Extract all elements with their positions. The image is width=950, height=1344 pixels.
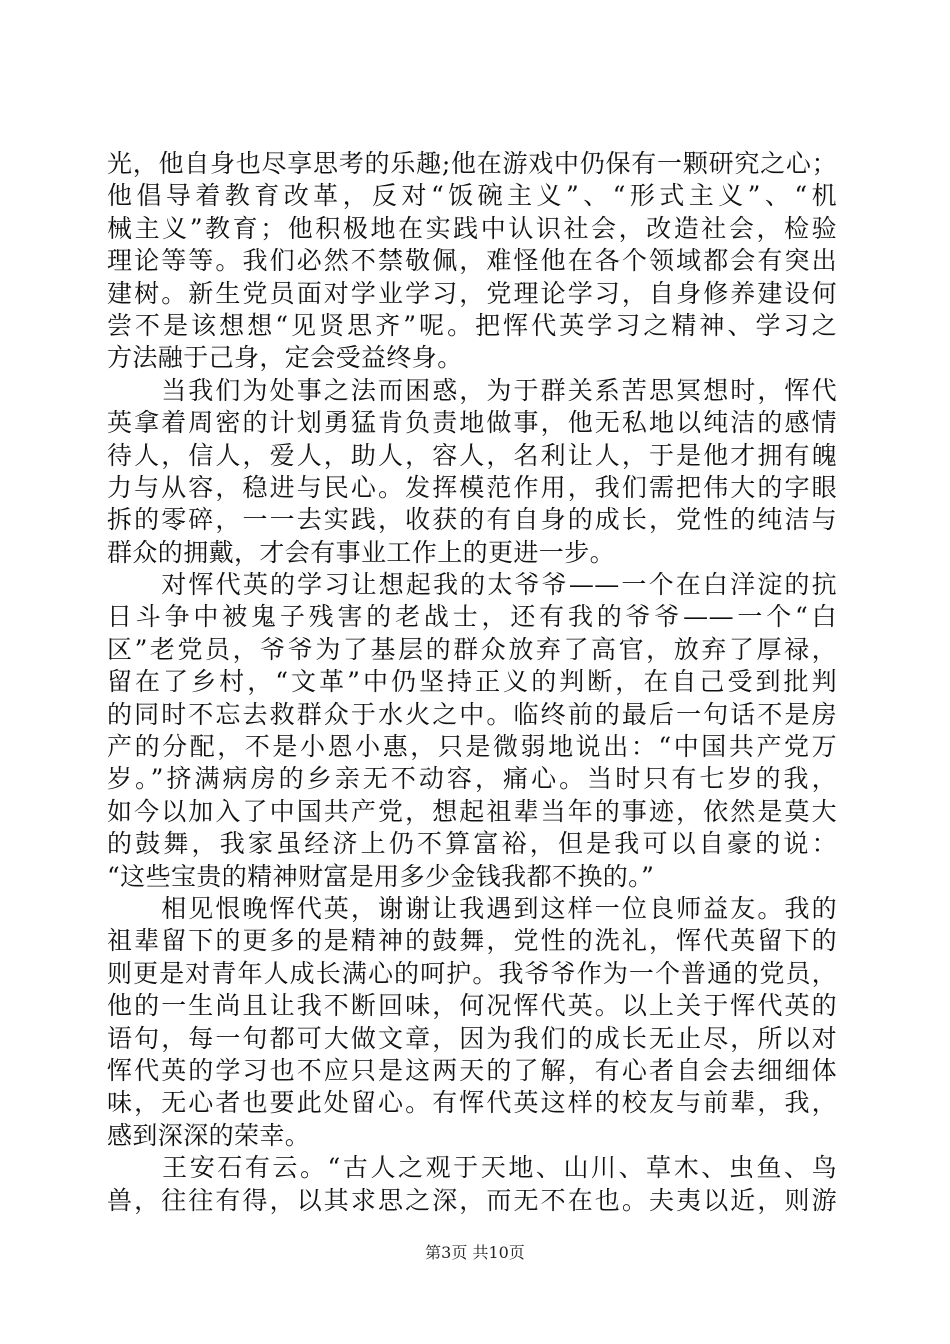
text-line: 祖辈留下的更多的是精神的鼓舞，党性的洗礼，恽代英留下的 bbox=[107, 926, 837, 956]
text-line: 力与从容，稳进与民心。发挥模范作用，我们需把伟大的字眼 bbox=[107, 472, 837, 502]
text-line: 则更是对青年人成长满心的呵护。我爷爷作为一个普通的党员， bbox=[107, 958, 837, 988]
text-line: 理论等等。我们必然不禁敬佩，难怪他在各个领域都会有突出 bbox=[107, 246, 837, 276]
text-line: 当我们为处事之法而困惑，为于群关系苦思冥想时，恽代 bbox=[107, 375, 837, 405]
text-line: 尝不是该想想“见贤思齐”呢。把恽代英学习之精神、学习之 bbox=[107, 310, 837, 340]
text-line: 对恽代英的学习让想起我的太爷爷——一个在白洋淀的抗 bbox=[107, 570, 837, 600]
text-line: 他倡导着教育改革，反对“饭碗主义”、“形式主义”、“机 bbox=[107, 181, 837, 211]
body-text bbox=[107, 148, 837, 1217]
text-line: “这些宝贵的精神财富是用多少金钱我都不换的。” bbox=[107, 861, 655, 891]
text-line: 留在了乡村，“文革”中仍坚持正义的判断，在自己受到批判 bbox=[107, 667, 837, 697]
text-line: 待人，信人，爱人，助人，容人，名利让人，于是他才拥有魄 bbox=[107, 440, 837, 470]
text-line: 王安石有云。“古人之观于天地、山川、草木、虫鱼、鸟 bbox=[107, 1153, 837, 1183]
text-line: 械主义”教育；他积极地在实践中认识社会，改造社会，检验 bbox=[107, 213, 837, 243]
text-line: 兽，往往有得，以其求思之深，而无不在也。夫夷以近，则游 bbox=[107, 1185, 837, 1215]
text-line: 岁。”挤满病房的乡亲无不动容，痛心。当时只有七岁的我， bbox=[107, 764, 837, 794]
text-line: 拆的零碎，一一去实践，收获的有自身的成长，党性的纯洁与 bbox=[107, 505, 837, 535]
text-line: 他的一生尚且让我不断回味，何况恽代英。以上关于恽代英的 bbox=[107, 991, 837, 1021]
text-line: 英拿着周密的计划勇猛肯负责地做事，他无私地以纯洁的感情 bbox=[107, 408, 837, 438]
text-line: 味，无心者也要此处留心。有恽代英这样的校友与前辈，我， bbox=[107, 1088, 837, 1118]
text-line: 的同时不忘去救群众于水火之中。临终前的最后一句话不是房 bbox=[107, 699, 837, 729]
page-number-footer: 第3页 共10页 bbox=[425, 1243, 525, 1262]
text-line: 感到深深的荣幸。 bbox=[107, 1120, 311, 1150]
text-line: 如今以加入了中国共产党，想起祖辈当年的事迹，依然是莫大 bbox=[107, 796, 837, 826]
text-line: 光，他自身也尽享思考的乐趣;他在游戏中仍保有一颗研究之心； bbox=[107, 149, 837, 178]
text-line: 建树。新生党员面对学业学习，党理论学习，自身修养建设何 bbox=[107, 278, 837, 308]
text-line: 恽代英的学习也不应只是这两天的了解，有心者自会去细细体 bbox=[107, 1055, 837, 1085]
text-line: 相见恨晚恽代英，谢谢让我遇到这样一位良师益友。我的 bbox=[107, 893, 837, 923]
text-line: 语句，每一句都可大做文章，因为我们的成长无止尽，所以对 bbox=[107, 1023, 837, 1053]
text-line: 群众的拥戴，才会有事业工作上的更进一步。 bbox=[107, 537, 616, 567]
text-line: 区”老党员，爷爷为了基层的群众放弃了高官，放弃了厚禄， bbox=[107, 634, 837, 664]
text-line: 日斗争中被鬼子残害的老战士，还有我的爷爷——一个“白 bbox=[107, 602, 837, 632]
text-line: 产的分配，不是小恩小惠，只是微弱地说出：“中国共产党万 bbox=[107, 732, 837, 762]
text-line: 方法融于己身，定会受益终身。 bbox=[107, 343, 463, 373]
text-line: 的鼓舞，我家虽经济上仍不算富裕，但是我可以自豪的说： bbox=[107, 829, 837, 859]
